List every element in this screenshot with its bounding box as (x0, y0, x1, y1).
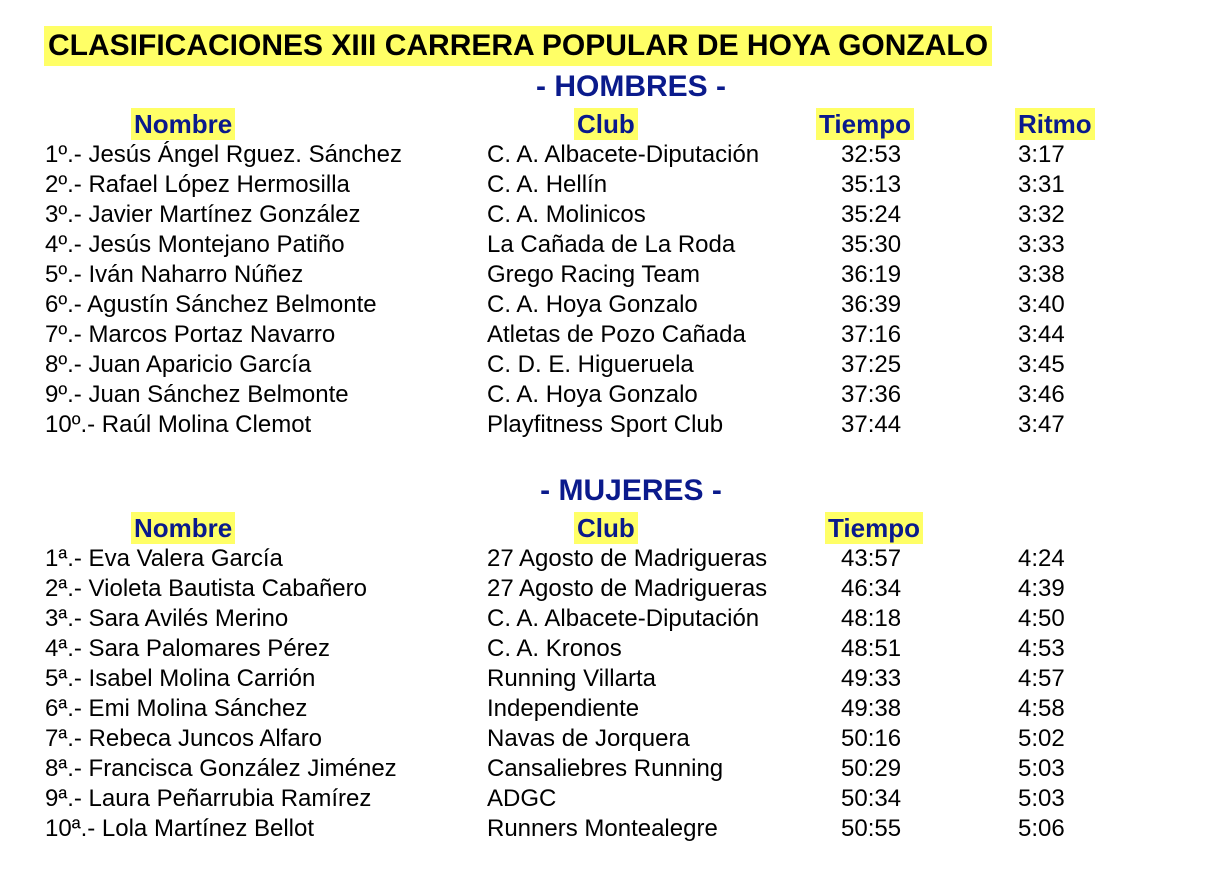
table-row (0, 140, 1232, 170)
runner-club: Atletas de Pozo Cañada (487, 321, 746, 348)
runner-name: 8º.- Juan Aparicio García (45, 351, 312, 378)
runner-name: 10ª.- Lola Martínez Bellot (45, 815, 315, 842)
runner-name: 5ª.- Isabel Molina Carrión (45, 665, 316, 692)
table-row (0, 380, 1232, 410)
runner-pace: 4:57 (1018, 665, 1065, 692)
runner-time: 50:34 (841, 785, 902, 812)
page-title: CLASIFICACIONES XIII CARRERA POPULAR DE HOYA GONZALO (44, 26, 992, 66)
runner-time: 37:16 (841, 321, 902, 348)
runner-name: 1ª.- Eva Valera García (45, 545, 283, 572)
men-results-table (0, 140, 1232, 440)
runner-club: Running Villarta (487, 665, 656, 692)
runner-club: C. A. Albacete-Diputación (487, 141, 760, 168)
runner-name: 8ª.- Francisca González Jiménez (45, 755, 397, 782)
table-row (0, 544, 1232, 574)
runner-name: 9ª.- Laura Peñarrubia Ramírez (45, 785, 372, 812)
men-header-time: Tiempo (816, 108, 914, 140)
table-row (0, 170, 1232, 200)
women-header-time: Tiempo (825, 512, 923, 544)
runner-club: C. A. Molinicos (487, 201, 646, 228)
runner-time: 48:51 (841, 635, 902, 662)
runner-name: 2º.- Rafael López Hermosilla (45, 171, 350, 198)
runner-club: Cansaliebres Running (487, 755, 724, 782)
runner-club: 27 Agosto de Madrigueras (487, 545, 768, 572)
runner-pace: 5:03 (1018, 755, 1065, 782)
runner-time: 35:24 (841, 201, 902, 228)
runner-pace: 4:50 (1018, 605, 1065, 632)
runner-pace: 3:33 (1018, 231, 1065, 258)
table-row (0, 320, 1232, 350)
men-section-heading: - HOMBRES - (536, 70, 726, 103)
men-header-club: Club (574, 108, 638, 140)
runner-pace: 5:02 (1018, 725, 1065, 752)
runner-pace: 3:17 (1018, 141, 1065, 168)
table-row (0, 634, 1232, 664)
runner-pace: 3:38 (1018, 261, 1065, 288)
runner-name: 6º.- Agustín Sánchez Belmonte (45, 291, 377, 318)
table-row (0, 574, 1232, 604)
table-row (0, 410, 1232, 440)
runner-name: 6ª.- Emi Molina Sánchez (45, 695, 308, 722)
runner-pace: 4:39 (1018, 575, 1065, 602)
runner-name: 4º.- Jesús Montejano Patiño (45, 231, 345, 258)
runner-pace: 3:44 (1018, 321, 1065, 348)
runner-time: 36:39 (841, 291, 902, 318)
runner-name: 7ª.- Rebeca Juncos Alfaro (45, 725, 323, 752)
men-header-name: Nombre (131, 108, 235, 140)
runner-name: 2ª.- Violeta Bautista Cabañero (45, 575, 367, 602)
table-row (0, 694, 1232, 724)
runner-club: C. D. E. Higueruela (487, 351, 694, 378)
runner-name: 3ª.- Sara Avilés Merino (45, 605, 289, 632)
men-header-pace: Ritmo (1015, 108, 1095, 140)
runner-pace: 3:46 (1018, 381, 1065, 408)
runner-pace: 3:32 (1018, 201, 1065, 228)
runner-club: Navas de Jorquera (487, 725, 690, 752)
women-header-name: Nombre (131, 512, 235, 544)
runner-time: 35:13 (841, 171, 902, 198)
runner-time: 43:57 (841, 545, 902, 572)
runner-time: 48:18 (841, 605, 902, 632)
runner-club: Runners Montealegre (487, 815, 718, 842)
runner-club: C. A. Hoya Gonzalo (487, 291, 698, 318)
women-results-table (0, 544, 1232, 844)
runner-time: 37:44 (841, 411, 902, 438)
table-row (0, 604, 1232, 634)
runner-time: 35:30 (841, 231, 902, 258)
table-row (0, 260, 1232, 290)
runner-pace: 4:58 (1018, 695, 1065, 722)
women-section-heading: - MUJERES - (540, 474, 722, 507)
runner-club: La Cañada de La Roda (487, 231, 736, 258)
runner-club: C. A. Albacete-Diputación (487, 605, 760, 632)
table-row (0, 290, 1232, 320)
runner-pace: 3:31 (1018, 171, 1065, 198)
runner-pace: 3:47 (1018, 411, 1065, 438)
runner-club: Independiente (487, 695, 640, 722)
runner-club: Grego Racing Team (487, 261, 700, 288)
runner-name: 7º.- Marcos Portaz Navarro (45, 321, 336, 348)
runner-club: C. A. Hoya Gonzalo (487, 381, 698, 408)
runner-name: 1º.- Jesús Ángel Rguez. Sánchez (45, 141, 402, 168)
runner-time: 49:33 (841, 665, 902, 692)
table-row (0, 664, 1232, 694)
runner-club: 27 Agosto de Madrigueras (487, 575, 768, 602)
runner-time: 32:53 (841, 141, 902, 168)
runner-pace: 4:24 (1018, 545, 1065, 572)
table-row (0, 724, 1232, 754)
runner-pace: 3:45 (1018, 351, 1065, 378)
runner-club: C. A. Hellín (487, 171, 608, 198)
runner-pace: 5:06 (1018, 815, 1065, 842)
runner-time: 36:19 (841, 261, 902, 288)
runner-time: 50:55 (841, 815, 902, 842)
table-row (0, 784, 1232, 814)
runner-time: 49:38 (841, 695, 902, 722)
runner-time: 50:16 (841, 725, 902, 752)
runner-pace: 3:40 (1018, 291, 1065, 318)
runner-name: 10º.- Raúl Molina Clemot (45, 411, 312, 438)
table-row (0, 754, 1232, 784)
women-header-club: Club (574, 512, 638, 544)
table-row (0, 350, 1232, 380)
runner-pace: 5:03 (1018, 785, 1065, 812)
table-row (0, 814, 1232, 844)
runner-club: Playfitness Sport Club (487, 411, 724, 438)
table-row (0, 200, 1232, 230)
runner-name: 4ª.- Sara Palomares Pérez (45, 635, 330, 662)
runner-name: 5º.- Iván Naharro Núñez (45, 261, 304, 288)
runner-time: 46:34 (841, 575, 902, 602)
table-row (0, 230, 1232, 260)
runner-name: 3º.- Javier Martínez González (45, 201, 361, 228)
runner-time: 50:29 (841, 755, 902, 782)
runner-time: 37:36 (841, 381, 902, 408)
runner-club: C. A. Kronos (487, 635, 622, 662)
runner-time: 37:25 (841, 351, 902, 378)
runner-pace: 4:53 (1018, 635, 1065, 662)
runner-club: ADGC (487, 785, 557, 812)
runner-name: 9º.- Juan Sánchez Belmonte (45, 381, 349, 408)
